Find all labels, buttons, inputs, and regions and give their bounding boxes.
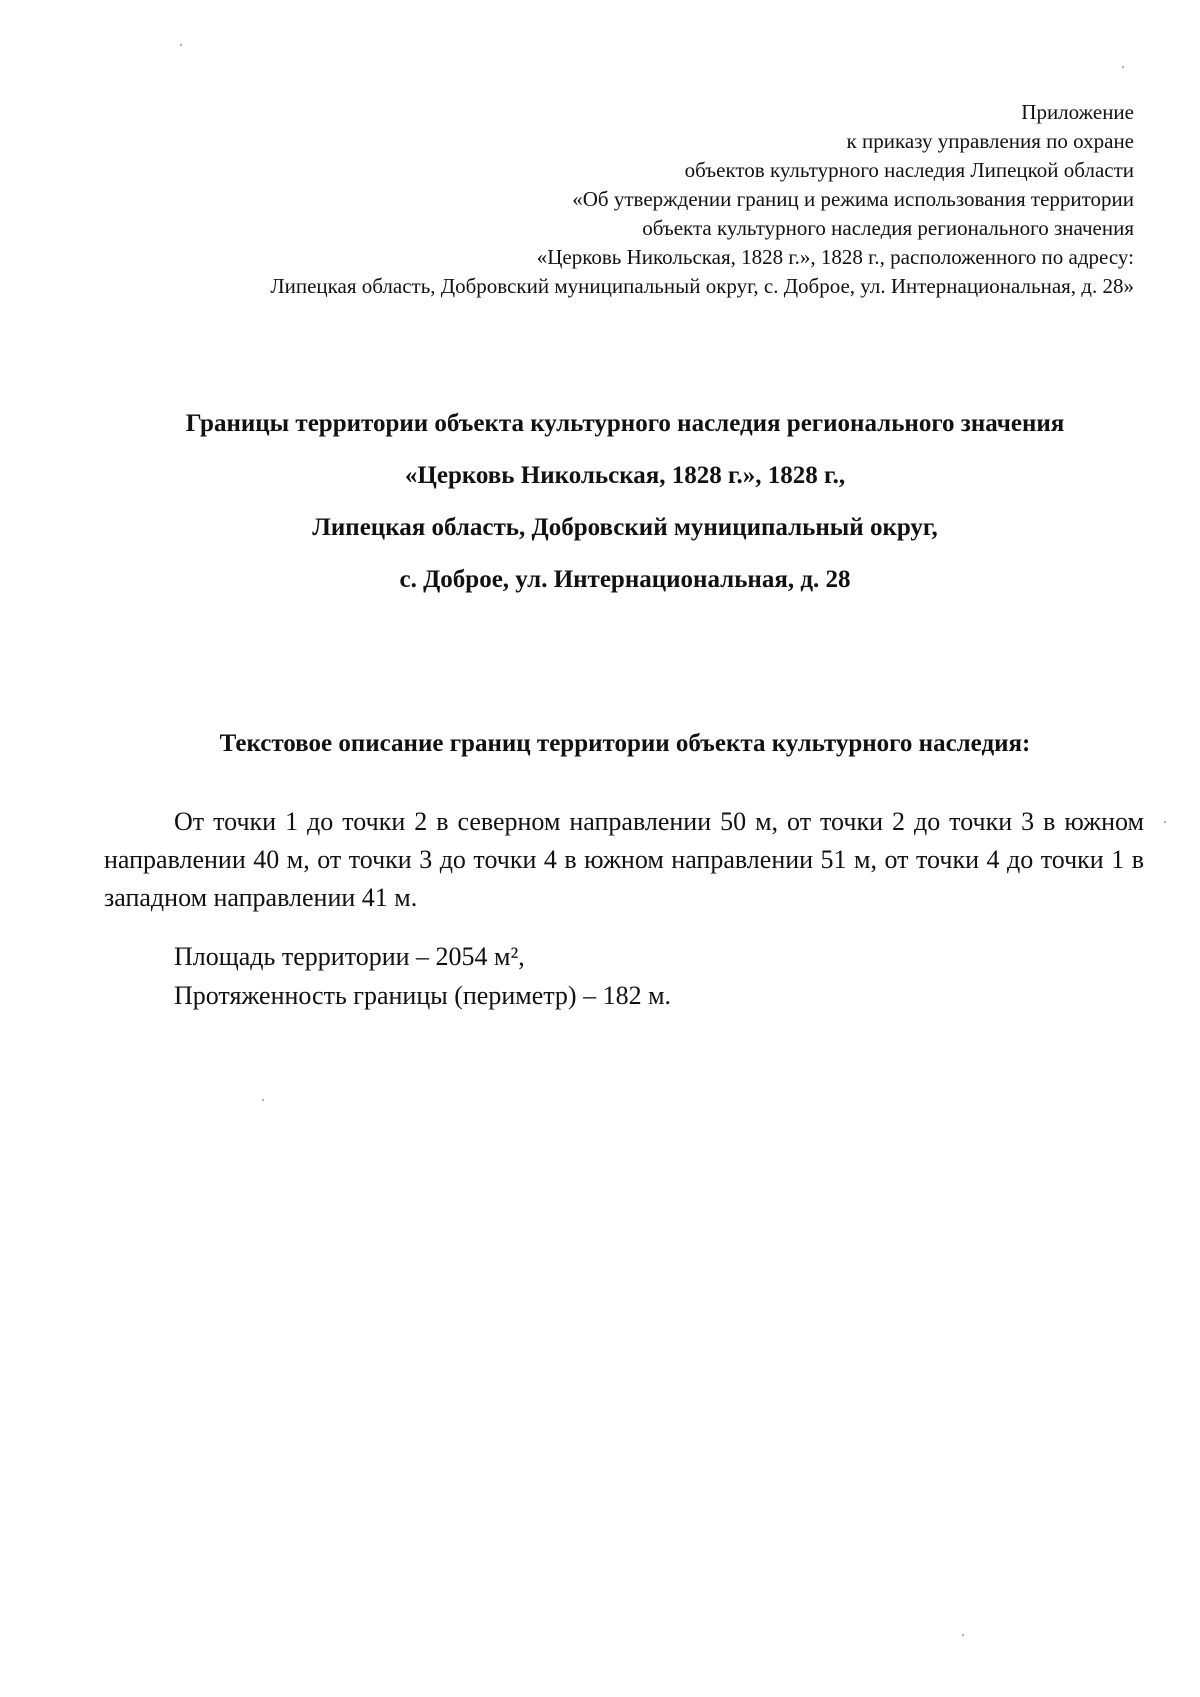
scan-speck [262, 1099, 264, 1101]
document-title [60, 398, 1190, 606]
title-line: «Церковь Никольская, 1828 г.», 1828 г., [404, 462, 846, 489]
title-line: с. Доброе, ул. Интернациональная, д. 28 [399, 566, 851, 593]
description-heading: Текстовое описание границ территории объекта культурного наследия: [219, 730, 1031, 757]
scan-speck [962, 1634, 964, 1636]
appendix-line: к приказу управления по охране [846, 129, 1134, 153]
title-line: Липецкая область, Добровский муниципальный округ, [312, 514, 938, 541]
scan-speck [1122, 66, 1124, 68]
scan-speck [180, 44, 182, 46]
appendix-line: «Церковь Никольская, 1828 г.», 1828 г., расположенного по адресу: [536, 245, 1134, 269]
appendix-header [94, 98, 1134, 301]
scan-speck [1164, 821, 1166, 823]
boundary-description: От точки 1 до точки 2 в северном направлении 50 м, от точки 2 до точки 3 в южном направлении 40 м, от точки 3 до точки 4 в южном направлении 51 м, от точки 4 до точки 1 в западном направлении 41 м. [104, 807, 1144, 912]
perimeter-stat: Протяженность границы (периметр) – 182 м. [174, 981, 672, 1010]
appendix-line: объектов культурного наследия Липецкой области [684, 158, 1134, 182]
appendix-line: Липецкая область, Добровский муниципальный округ, с. Доброе, ул. Интернациональная, д. 28» [270, 274, 1134, 298]
area-stat: Площадь территории – 2054 м², [174, 942, 525, 971]
title-line: Границы территории объекта культурного наследия регионального значения [185, 410, 1065, 437]
appendix-line: «Об утверждении границ и режима использования территории [572, 187, 1134, 211]
appendix-line: Приложение [1021, 100, 1134, 124]
appendix-line: объекта культурного наследия регионального значения [642, 216, 1134, 240]
territory-stats [174, 937, 671, 1015]
